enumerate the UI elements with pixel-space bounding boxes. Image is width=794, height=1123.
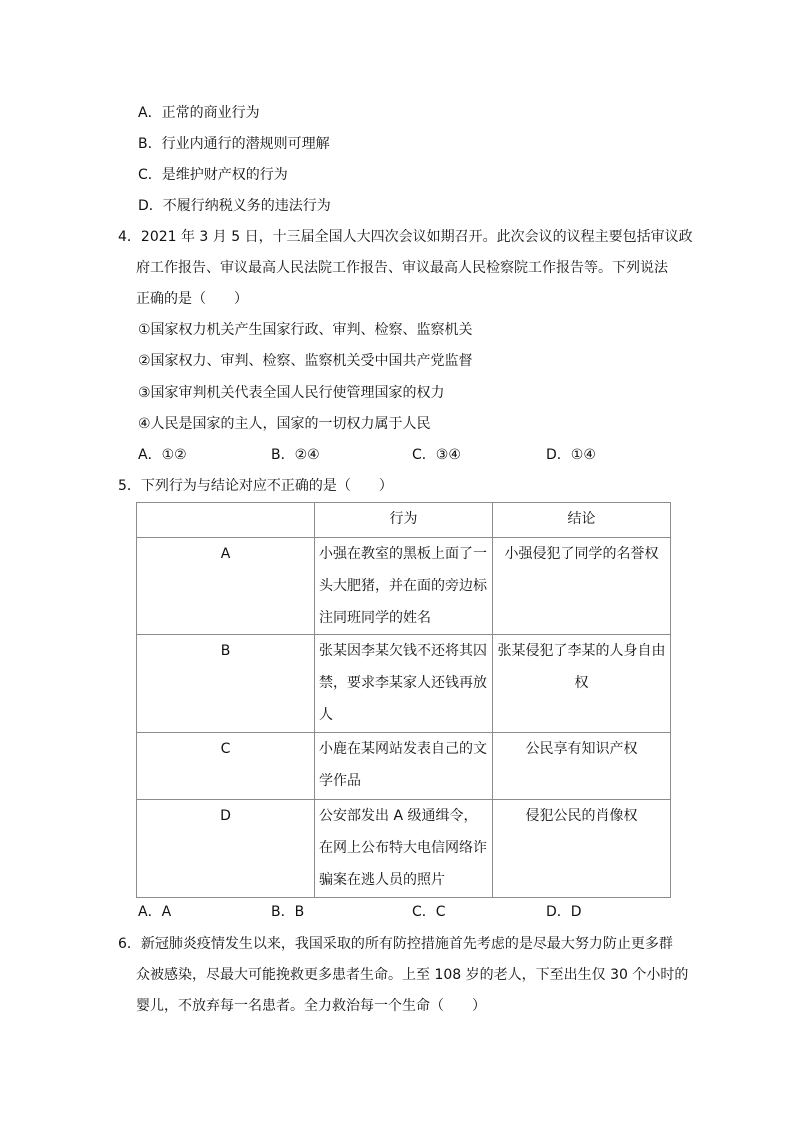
q5-answer-a: A．A (138, 904, 172, 920)
q5-row-behavior: 小鹿在某网站发表自己的文学作品 (315, 733, 493, 800)
q5-answer-b: B．B (271, 904, 305, 920)
q5-row-behavior: 公安部发出 A 级通缉令，在网上公布特大电信网络诈骗案在逃人员的照片 (315, 800, 493, 898)
q4-statement-3: ③国家审判机关代表全国人民行使管理国家的权力 (138, 385, 445, 401)
q5-row-label: A (137, 538, 315, 635)
q5-row-conclusion: 小强侵犯了同学的名誉权 (493, 538, 671, 635)
q4-stem-line-3: 正确的是（ ） (136, 291, 248, 307)
q6-stem-line-1: 6．新冠肺炎疫情发生以来，我国采取的所有防控措施首先考虑的是尽最大努力防止更多群 (118, 936, 673, 952)
q5-row-conclusion: 公民享有知识产权 (493, 733, 671, 800)
q5-header-conclusion: 结论 (493, 503, 671, 538)
q5-stem: 5．下列行为与结论对应不正确的是（ ） (118, 478, 393, 494)
q4-answer-row (138, 445, 698, 465)
q5-answer-row (138, 902, 698, 922)
q4-answer-b: B．②④ (271, 447, 320, 463)
q3-option-c: C．是维护财产权的行为 (138, 167, 288, 183)
q5-row-label: C (137, 733, 315, 800)
q4-stem-line-2: 府工作报告、审议最高人民法院工作报告、审议最高人民检察院工作报告等。下列说法 (136, 260, 668, 276)
q4-answer-d: D．①④ (546, 447, 596, 463)
q3-option-d: D．不履行纳税义务的违法行为 (138, 198, 331, 214)
q4-statement-4: ④人民是国家的主人，国家的一切权力属于人民 (138, 416, 431, 432)
q5-header-blank (137, 503, 315, 538)
q4-answer-a: A．①② (138, 447, 187, 463)
q4-answer-c: C．③④ (412, 447, 461, 463)
table-row (137, 538, 671, 635)
q5-row-label: B (137, 635, 315, 733)
q5-answer-c: C．C (412, 904, 446, 920)
q5-header-behavior: 行为 (315, 503, 493, 538)
q4-stem-line-1: 4．2021 年 3 月 5 日，十三届全国人大四次会议如期召开。此次会议的议程主要包括审议政 (118, 229, 693, 245)
q3-option-a: A．正常的商业行为 (138, 105, 260, 121)
q6-stem-line-3: 婴儿，不放弃每一名患者。全力救治每一个生命（ ） (136, 998, 486, 1014)
table-row (137, 800, 671, 898)
q3-option-b: B．行业内通行的潜规则可理解 (138, 136, 330, 152)
q5-row-label: D (137, 800, 315, 898)
q5-header-row (137, 503, 671, 538)
q5-row-behavior: 张某因李某欠钱不还将其囚禁，要求李某家人还钱再放人 (315, 635, 493, 733)
table-row (137, 635, 671, 733)
table-row (137, 733, 671, 800)
q4-statement-1: ①国家权力机关产生国家行政、审判、检察、监察机关 (138, 322, 473, 338)
q6-stem-line-2: 众被感染，尽最大可能挽救更多患者生命。上至 108 岁的老人，下至出生仅 30 个小时的 (136, 967, 689, 983)
q5-row-conclusion: 侵犯公民的肖像权 (493, 800, 671, 898)
q5-row-conclusion: 张某侵犯了李某的人身自由权 (493, 635, 671, 733)
q5-table (136, 502, 671, 898)
q4-statement-2: ②国家权力、审判、检察、监察机关受中国共产党监督 (138, 353, 473, 369)
q5-answer-d: D．D (546, 904, 582, 920)
q5-row-behavior: 小强在教室的黑板上面了一头大肥猪，并在面的旁边标注同班同学的姓名 (315, 538, 493, 635)
